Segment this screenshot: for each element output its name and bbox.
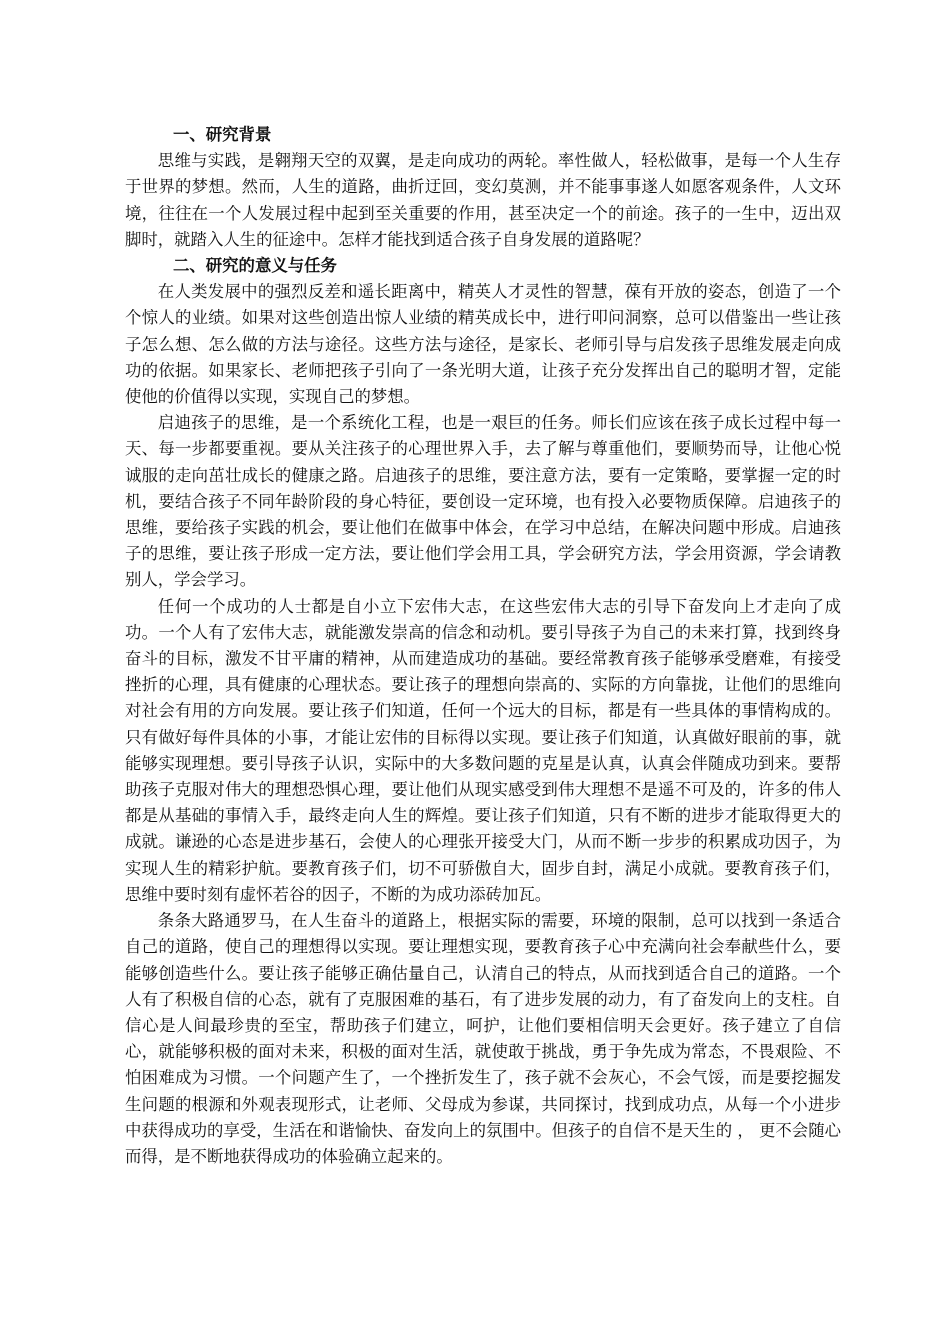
section-heading-background: 一、研究背景 [173, 125, 272, 144]
paragraph-significance-1: 在人类发展中的强烈反差和遥长距离中，精英人才灵性的智慧，葆有开放的姿态，创造了一个个惊人的业绩。如果对这些创造出惊人业绩的精英成长中，进行叩问洞察，总可以借鉴出一些让孩子怎么想、怎么做的方法与途径。这些方法与途径，是家长、老师引导与启发孩子思维发展走向成功的依据。如果家长、老师把孩子引向了一条光明大道，让孩子充分发挥出自己的聪明才智，定能使他的价值得以实现，实现自己的梦想。 [125, 282, 841, 407]
section-heading-significance: 二、研究的意义与任务 [173, 256, 337, 276]
document-page [125, 122, 841, 1170]
paragraph-significance-4: 条条大路通罗马，在人生奋斗的道路上，根据实际的需要，环境的限制，总可以找到一条适合自己的道路，使自己的理想得以实现。要让理想实现，要教育孩子心中充满向社会奉献些什么，要能够创造些什么。要让孩子能够正确估量自己，认清自己的特点，从而找到适合自己的道路。一个人有了积极自信的心态，就有了克服困难的基石，有了进步发展的动力，有了奋发向上的支柱。自信心是人间最珍贵的至宝，帮助孩子们建立，呵护，让他们要相信明天会更好。孩子建立了自信心，就能够积极的面对未来，积极的面对生活，就使敢于挑战，勇于争先成为常态，不畏艰险、不怕困难成为习惯。一个问题产生了，一个挫折发生了，孩子就不会灰心，不会气馁，而是要挖掘发生问题的根源和外观表现形式，让老师、父母成为参谋，共同探讨，找到成功点，从每一个小进步中获得成功的享受，生活在和谐愉快、奋发向上的氛围中。但孩子的自信不是天生的 ， 更不会随心而得，是不断地获得成功的体验确立起来的。 [125, 911, 841, 1166]
paragraph-significance-3: 任何一个成功的人士都是自小立下宏伟大志，在这些宏伟大志的引导下奋发向上才走向了成功。一个人有了宏伟大志，就能激发崇高的信念和动机。要引导孩子为自己的未来打算，找到终身奋斗的目标，激发不甘平庸的精神，从而建造成功的基础。要经常教育孩子能够承受磨难，有接受挫折的心理，具有健康的心理状态。要让孩子的理想向崇高的、实际的方向靠拢，让他们的思维向对社会有用的方向发展。要让孩子们知道，任何一个远大的目标，都是有一些具体的事情构成的。只有做好每件具体的小事，才能让宏伟的目标得以实现。要让孩子们知道，认真做好眼前的事，就能够实现理想。要引导孩子认识，实际中的大多数问题的克星是认真，认真会伴随成功到来。要帮助孩子克服对伟大的理想恐惧心理，要让他们从现实感受到伟大理想不是遥不可及的，许多的伟人都是从基础的事情入手，最终走向人生的辉煌。要让孩子们知道，只有不断的进步才能取得更大的成就。谦逊的心态是进步基石，会使人的心理张开接受大门，从而不断一步步的积累成功因子，为实现人生的精彩护航。要教育孩子们，切不可骄傲自大，固步自封，满足小成就。要教育孩子们，思维中要时刻有虚怀若谷的因子，不断的为成功添砖加瓦。 [125, 596, 841, 904]
paragraph-background: 思维与实践，是翱翔天空的双翼，是走向成功的两轮。率性做人，轻松做事，是每一个人生存于世界的梦想。然而，人生的道路，曲折迂回，变幻莫测，并不能事事遂人如愿客观条件，人文环境，往往在一个人发展过程中起到至关重要的作用，甚至决定一个的前途。孩子的一生中，迈出双脚时，就踏入人生的征途中。怎样才能找到适合孩子自身发展的道路呢？ [125, 151, 841, 249]
paragraph-significance-2: 启迪孩子的思维，是一个系统化工程，也是一艰巨的任务。师长们应该在孩子成长过程中每一天、每一步都要重视。要从关注孩子的心理世界入手，去了解与尊重他们，要顺势而导，让他心悦诚服的走向茁壮成长的健康之路。启迪孩子的思维，要注意方法，要有一定策略，要掌握一定的时机，要结合孩子不同年龄阶段的身心特征，要创设一定环境，也有投入必要物质保障。启迪孩子的思维，要给孩子实践的机会，要让他们在做事中体会，在学习中总结，在解决问题中形成。启迪孩子的思维，要让孩子形成一定方法，要让他们学会用工具，学会研究方法，学会用资源，学会请教别人，学会学习。 [125, 413, 841, 590]
